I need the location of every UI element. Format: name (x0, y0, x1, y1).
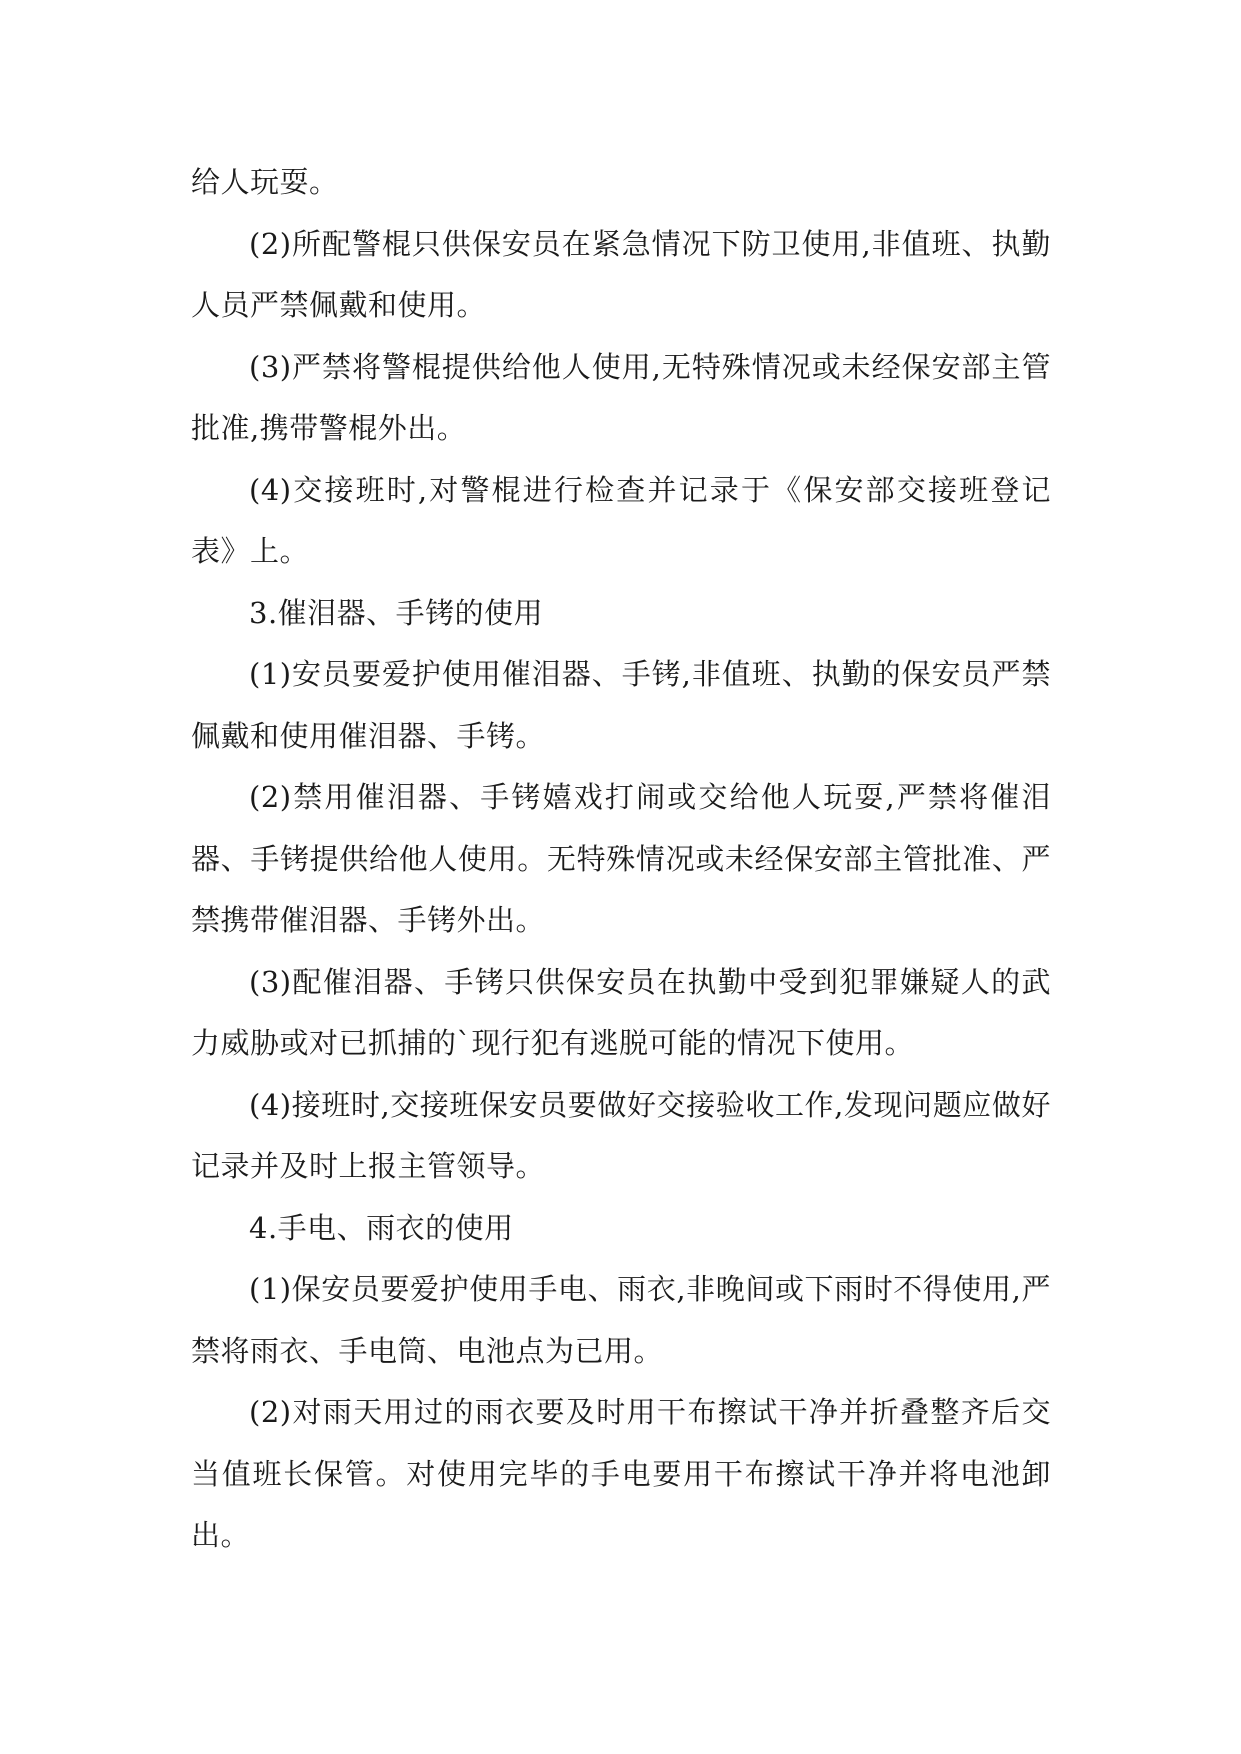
paragraph-teargas-item-3: (3)配催泪器、手铐只供保安员在执勤中受到犯罪嫌疑人的武力威胁或对已抓捕的`现行犯有逃脱可能的情况下使用。 (191, 964, 1051, 1060)
document-body (191, 152, 1051, 1567)
paragraph-baton-item-4: (4)交接班时,对警棍进行检查并记录于《保安部交接班登记表》上。 (191, 472, 1051, 568)
paragraph-baton-item-3: (3)严禁将警棍提供给他人使用,无特殊情况或未经保安部主管批准,携带警棍外出。 (191, 349, 1051, 445)
paragraph-teargas-item-1: (1)安员要爱护使用催泪器、手铐,非值班、执勤的保安员严禁佩戴和使用催泪器、手铐。 (191, 657, 1051, 753)
paragraph-teargas-item-4: (4)接班时,交接班保安员要做好交接验收工作,发现问题应做好记录并及时上报主管领导。 (191, 1087, 1051, 1183)
paragraph-flashlight-item-2: (2)对雨天用过的雨衣要及时用干布擦试干净并折叠整齐后交当值班长保管。对使用完毕的手电要用干布擦试干净并将电池卸出。 (191, 1395, 1051, 1552)
paragraph-baton-item-2: (2)所配警棍只供保安员在紧急情况下防卫使用,非值班、执勤人员严禁佩戴和使用。 (191, 226, 1051, 322)
paragraph-continuation: 给人玩耍。 (191, 165, 339, 199)
paragraph-flashlight-item-1: (1)保安员要爱护使用手电、雨衣,非晚间或下雨时不得使用,严禁将雨衣、手电筒、电池点为已用。 (191, 1272, 1051, 1368)
paragraph-teargas-item-2: (2)禁用催泪器、手铐嬉戏打闹或交给他人玩耍,严禁将催泪器、手铐提供给他人使用。无特殊情况或未经保安部主管批准、严禁携带催泪器、手铐外出。 (191, 780, 1051, 937)
section-heading-flashlight-raincoat: 4.手电、雨衣的使用 (249, 1210, 514, 1245)
section-heading-tear-gas-handcuffs: 3.催泪器、手铐的使用 (249, 595, 544, 630)
